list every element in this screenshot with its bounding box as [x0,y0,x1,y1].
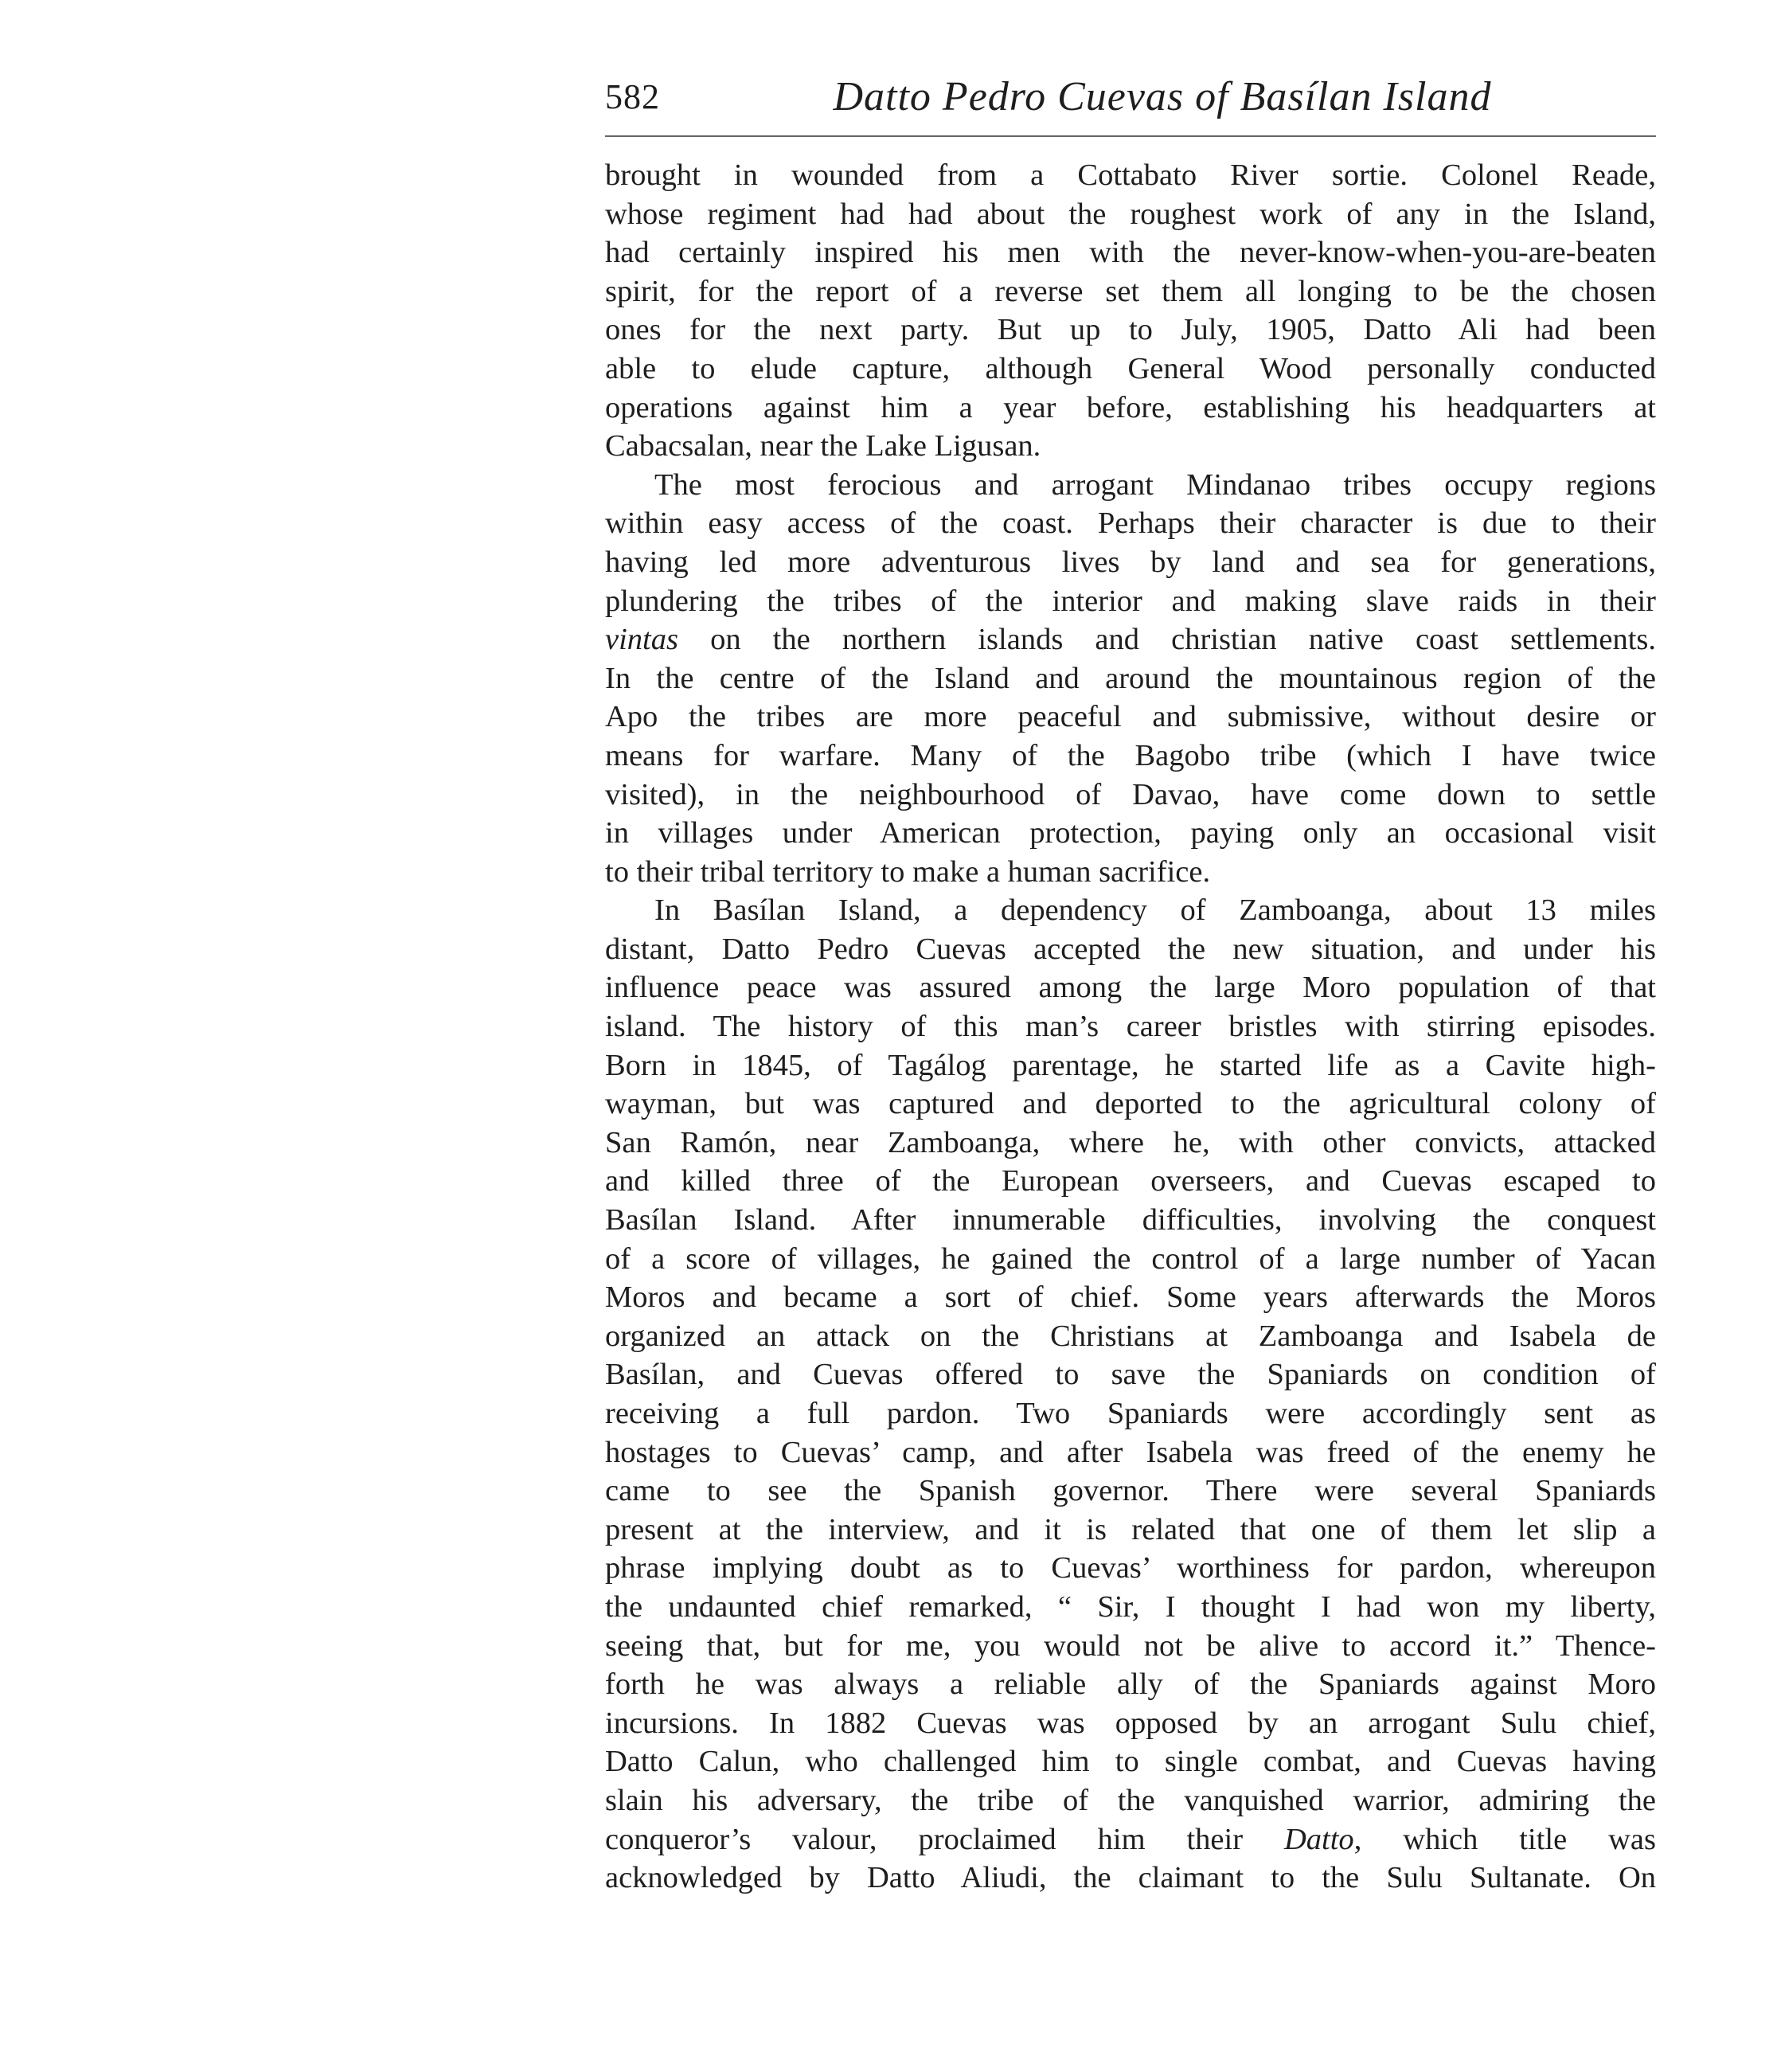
text-line: operations against him a year before, establishing his headquarters at [605,390,1656,424]
text-line: brought in wounded from a Cottabato River sortie. Colonel Reade, [605,158,1656,192]
text-line: In the centre of the Island and around the mountainous region of the [605,661,1656,695]
text-line: incursions. In 1882 Cuevas was opposed by an arrogant Sulu chief, [605,1706,1656,1740]
page-number: 582 [605,77,660,116]
text-line: Datto Calun, who challenged him to single combat, and Cuevas having [605,1745,1656,1779]
text-line: plundering the tribes of the interior and making slave raids in their [605,584,1656,618]
text-line: whose regiment had had about the roughest work of any in the Island, [605,197,1656,231]
text-line: Moros and became a sort of chief. Some years afterwards the Moros [605,1280,1656,1315]
text-line [605,620,1656,659]
text-line: phrase implying doubt as to Cuevas’ worthiness for pardon, whereupon [605,1551,1656,1585]
text-line: slain his adversary, the tribe of the vanquished warrior, admiring the [605,1783,1656,1817]
text-line: to their tribal territory to make a human sacrifice. [605,854,1211,889]
text-line: Born in 1845, of Tagálog parentage, he started life as a Cavite high- [605,1048,1656,1082]
text-line: wayman, but was captured and deported to the agricultural colony of [605,1087,1656,1121]
text-line: able to elude capture, although General Wood personally conducted [605,351,1656,385]
text-line: Cabacsalan, near the Lake Ligusan. [605,429,1041,463]
text-line [605,1820,1656,1859]
text-line: island. The history of this man’s career bristles with stirring episodes. [605,1010,1656,1044]
italic-term: vintas [605,623,678,657]
text-line: The most ferocious and arrogant Mindanao tribes occupy regions [654,467,1656,502]
text-line: seeing that, but for me, you would not be alive to accord it.” Thence- [605,1628,1656,1663]
text-line: In Basílan Island, a dependency of Zamboanga, about 13 miles [654,893,1656,928]
text-line: the undaunted chief remarked, “ Sir, I thought I had won my liberty, [605,1589,1656,1624]
text-line: acknowledged by Datto Aliudi, the claimant to the Sulu Sultanate. On [605,1861,1656,1895]
text-line: Basílan, and Cuevas offered to save the Spaniards on condition of [605,1358,1656,1392]
running-head [605,73,1656,129]
text-line: influence peace was assured among the large Moro population of that [605,971,1656,1005]
text-run: , which title was [1353,1822,1656,1856]
text-line: had certainly inspired his men with the never-know-when-you-are-beaten [605,236,1656,270]
text-line: distant, Datto Pedro Cuevas accepted the new situation, and under his [605,932,1656,966]
text-line: hostages to Cuevas’ camp, and after Isabela was freed of the enemy he [605,1435,1656,1469]
text-line: visited), in the neighbourhood of Davao, have come down to settle [605,777,1656,811]
text-run: conqueror’s valour, proclaimed him their [605,1822,1284,1856]
text-line: San Ramón, near Zamboanga, where he, with other convicts, attacked [605,1125,1656,1159]
text-line: having led more adventurous lives by land and sea for generations, [605,545,1656,579]
text-line: Basílan Island. After innumerable difficulties, involving the conquest [605,1203,1656,1237]
text-line: Apo the tribes are more peaceful and submissive, without desire or [605,700,1656,734]
text-line: in villages under American protection, paying only an occasional visit [605,816,1656,850]
text-line: spirit, for the report of a reverse set them all longing to be the chosen [605,274,1656,308]
italic-term: Datto [1283,1822,1354,1856]
text-line: receiving a full pardon. Two Spaniards were accordingly sent as [605,1397,1656,1430]
text-line: of a score of villages, he gained the control of a large number of Yacan [605,1241,1656,1276]
text-line: present at the interview, and it is related that one of them let slip a [605,1512,1656,1546]
text-run: on the northern islands and christian native coast settlements. [678,623,1656,657]
text-line: within easy access of the coast. Perhaps their character is due to their [605,506,1656,541]
body-text [605,156,1656,1898]
text-line: and killed three of the European overseers, and Cuevas escaped to [605,1164,1656,1198]
text-line: came to see the Spanish governor. There were several Spaniards [605,1474,1656,1508]
text-line: organized an attack on the Christians at Zamboanga and Isabela de [605,1319,1656,1353]
text-line: means for warfare. Many of the Bagobo tribe (which I have twice [605,738,1656,772]
text-line: forth he was always a reliable ally of the Spaniards against Moro [605,1667,1656,1702]
text-line: ones for the next party. But up to July, 1905, Datto Ali had been [605,313,1656,347]
header-rule [605,135,1656,137]
running-title: Datto Pedro Cuevas of Basílan Island [833,74,1492,119]
